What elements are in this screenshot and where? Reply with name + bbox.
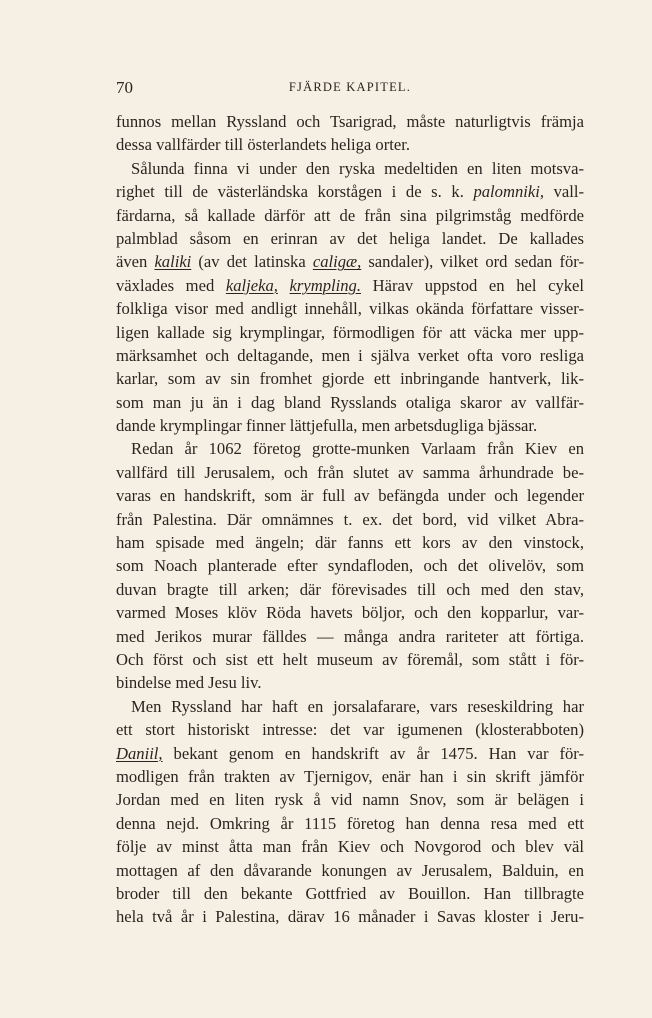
text-run: från Palestina. Där omnämnes t. ex. det bord, vid vilket Abra-	[116, 509, 584, 529]
text-run: bindelse med Jesu liv.	[116, 673, 262, 693]
text-line	[116, 344, 584, 367]
text-line	[116, 274, 584, 297]
emphasized-term: Daniil,	[116, 743, 163, 763]
text-run: (av det latinska	[191, 252, 313, 272]
text-run: Sålunda finna vi under den ryska medeltiden en liten motsva-	[131, 158, 584, 178]
text-run: växlades med	[116, 275, 226, 295]
body-text	[116, 110, 584, 929]
text-line	[116, 157, 584, 180]
text-run: sandaler), vilket ord sedan för-	[361, 252, 584, 272]
text-line	[116, 367, 584, 390]
text-line	[116, 484, 584, 507]
text-line	[116, 765, 584, 788]
text-line	[116, 578, 584, 601]
text-run: karlar, som av sin fromhet gjorde ett inbringande hantverk, lik-	[116, 369, 584, 389]
text-line	[116, 250, 584, 273]
text-line	[116, 882, 584, 905]
text-run: mottagen af den dåvarande konungen av Jerusalem, Balduin, en	[116, 860, 584, 880]
text-line	[116, 461, 584, 484]
text-run: färdarna, så kallade därför att de från sina pilgrimståg medförde	[116, 205, 584, 225]
text-line	[116, 110, 584, 133]
emphasized-term: kaljeka,	[225, 275, 278, 295]
text-run: righet till de västerländska korstågen i de s. k.	[116, 182, 474, 202]
text-run: med Jerikos murar fälldes — många andra rariteter att förtiga.	[116, 626, 584, 646]
emphasized-term: caligæ,	[312, 252, 362, 272]
text-run: denna nejd. Omkring år 1115 företog han denna resa med ett	[116, 813, 584, 833]
text-line	[116, 180, 584, 203]
emphasized-term: kaliki	[154, 252, 192, 272]
text-run: Redan år 1062 företog grotte-munken Varlaam från Kiev en	[131, 439, 584, 459]
text-run: följe av minst åtta man från Kiev och Novgorod och blev väl	[116, 837, 584, 857]
text-line	[116, 905, 584, 928]
text-run: märksamhet och deltagande, men i själva verket ofta voro resliga	[116, 345, 584, 365]
text-run: Härav uppstod en hel cykel	[360, 275, 585, 295]
text-run: Och först och sist ett helt museum av föremål, som stått i för-	[116, 649, 584, 669]
text-line	[116, 648, 584, 671]
emphasized-term: palomniki,	[473, 182, 544, 202]
text-run: folkliga visor med andligt innehåll, vilkas okända författare visser-	[116, 299, 584, 319]
text-run: som man ju än i dag bland Rysslands otaliga skaror av vallfär-	[116, 392, 584, 412]
text-run: ham spisade med ängeln; där fanns ett kors av den vinstock,	[116, 533, 584, 553]
emphasized-term: krympling.	[289, 275, 361, 295]
text-line	[116, 812, 584, 835]
text-run: ett stort historiskt intresse: det var igumenen (klosterabboten)	[116, 720, 584, 740]
text-line	[116, 437, 584, 460]
text-line	[116, 531, 584, 554]
text-run: duvan bragte till arken; där förevisades till och med den stav,	[116, 579, 584, 599]
text-run: varas en handskrift, som är full av befängda under och legender	[116, 486, 584, 506]
text-line	[116, 625, 584, 648]
text-run: funnos mellan Ryssland och Tsarigrad, måste naturligtvis främja	[116, 112, 584, 131]
text-run: som Noach planterade efter syndafloden, och det olivelöv, som	[116, 556, 584, 576]
text-line	[116, 508, 584, 531]
text-line	[116, 554, 584, 577]
text-line	[116, 204, 584, 227]
text-line	[116, 671, 584, 694]
text-run: bekant genom en handskrift av år 1475. Han var för-	[162, 743, 584, 763]
text-line	[116, 718, 584, 741]
text-run: vallfärd till Jerusalem, och från slutet av samma århundrade be-	[116, 462, 584, 482]
text-run: även	[116, 252, 155, 272]
text-run	[278, 276, 290, 295]
text-line	[116, 391, 584, 414]
text-run: modligen från trakten av Tjernigov, enär han i sin skrift jämför	[116, 766, 584, 786]
text-line	[116, 297, 584, 320]
text-line	[116, 859, 584, 882]
text-run: Jordan med en liten rysk å vid namn Snov, som är belägen i	[116, 790, 584, 810]
text-line	[116, 788, 584, 811]
text-run: palmblad såsom en erinran av det heliga landet. De kallades	[116, 228, 584, 248]
text-line	[116, 133, 584, 156]
text-line	[116, 742, 584, 765]
text-run: vall-	[543, 182, 584, 202]
text-line	[116, 414, 584, 437]
page-header	[116, 78, 584, 100]
page-number: 70	[116, 78, 133, 97]
text-line	[116, 227, 584, 250]
text-run: dande krymplingar finner lättjefulla, men arbetsdugliga bjässar.	[116, 416, 538, 436]
text-line	[116, 321, 584, 344]
running-title: FJÄRDE KAPITEL.	[288, 80, 412, 94]
text-run: hela två år i Palestina, därav 16 månader i Savas kloster i Jeru-	[116, 907, 584, 927]
text-run: dessa vallfärder till österlandets heliga orter.	[116, 135, 410, 155]
text-line	[116, 601, 584, 624]
text-run: broder till den bekante Gottfried av Bouillon. Han tillbragte	[116, 883, 584, 903]
text-line	[116, 695, 584, 718]
text-line	[116, 835, 584, 858]
text-run: ligen kallade sig krymplingar, förmodligen för att väcka mer upp-	[116, 322, 584, 342]
text-run: varmed Moses klöv Röda havets böljor, och den kopparlur, var-	[116, 603, 584, 623]
text-run: Men Ryssland har haft en jorsalafarare, vars reseskildring har	[131, 696, 584, 716]
